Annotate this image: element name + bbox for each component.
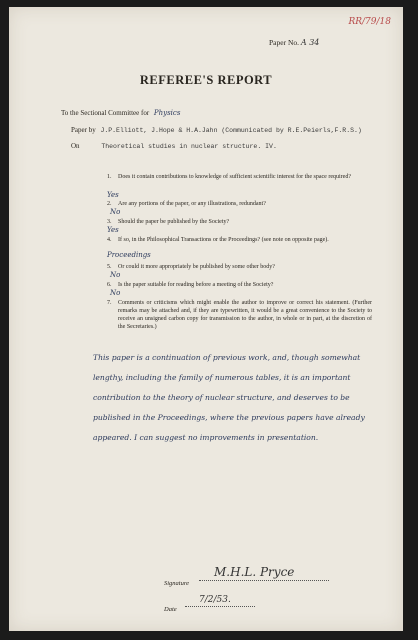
signature-label: Signature: [164, 580, 190, 587]
paper-number-label: Paper No.: [269, 38, 299, 47]
subject-label: On: [71, 142, 80, 150]
answer-4: Proceedings: [107, 251, 151, 259]
subject-row: [71, 142, 277, 150]
date-label: Date: [164, 606, 177, 613]
date-row: [164, 598, 177, 616]
archive-reference: RR/79/18: [348, 17, 391, 27]
signature-row: [164, 572, 189, 590]
page-title: REFEREE'S REPORT: [139, 73, 273, 87]
question-1: 1. Does it contain contributions to knowledge of sufficient scientific interest for the space required?: [107, 174, 351, 180]
report-sheet: [9, 7, 403, 631]
answer-5: No: [110, 271, 121, 279]
date-value: 7/2/53.: [199, 595, 231, 605]
signature-value: M.H.L. Pryce: [214, 565, 295, 579]
date-line: [185, 606, 255, 607]
paper-by-row: [71, 126, 362, 134]
question-7: 7. Comments or criticisms which might enable the author to improve or correct his statement. (Further remarks may be attached and, if they are typewritten, it would be a great convenience to the Society to receive an unsigned carbon copy for transmission to the author, in whole or in part, at the discretion of the Secretaries.): [107, 300, 372, 330]
committee-label: To the Sectional Committee for: [61, 109, 150, 117]
committee-value: Physics: [153, 109, 181, 117]
answer-6: No: [110, 289, 121, 297]
paper-number: [269, 38, 319, 47]
question-3: 3. Should the paper be published by the Society?: [107, 219, 230, 225]
committee-row: [61, 109, 180, 117]
question-4: 4. If so, in the Philosophical Transactions or the Proceedings? (see note on opposite page).: [107, 237, 329, 243]
answer-1: Yes: [107, 191, 119, 199]
answer-3: Yes: [107, 226, 119, 234]
answer-2: No: [110, 208, 121, 216]
paper-number-value: A 34: [300, 38, 320, 47]
paper-by-value: J.P.Elliott, J.Hope & H.A.Jahn (Communicated by R.E.Peierls,F.R.S.): [100, 127, 362, 134]
referee-comments: This paper is a continuation of previous work, and, though somewhat lengthy, including the family of numerous tables, it is an important contribution to the theory of nuclear structure, and deserves to be published in the Proceedings, where the previous papers have already appeared. I can suggest no improvements in presentation.: [93, 353, 365, 442]
paper-by-label: Paper by: [71, 126, 96, 134]
signature-line: [199, 580, 329, 581]
question-2: 2. Are any portions of the paper, or any illustrations, redundant?: [107, 201, 266, 207]
question-6: 6. Is the paper suitable for reading before a meeting of the Society?: [107, 282, 274, 288]
subject-value: Theoretical studies in nuclear structure. IV.: [101, 143, 277, 150]
question-5: 5. Or could it more appropriately be published by some other body?: [107, 264, 275, 270]
